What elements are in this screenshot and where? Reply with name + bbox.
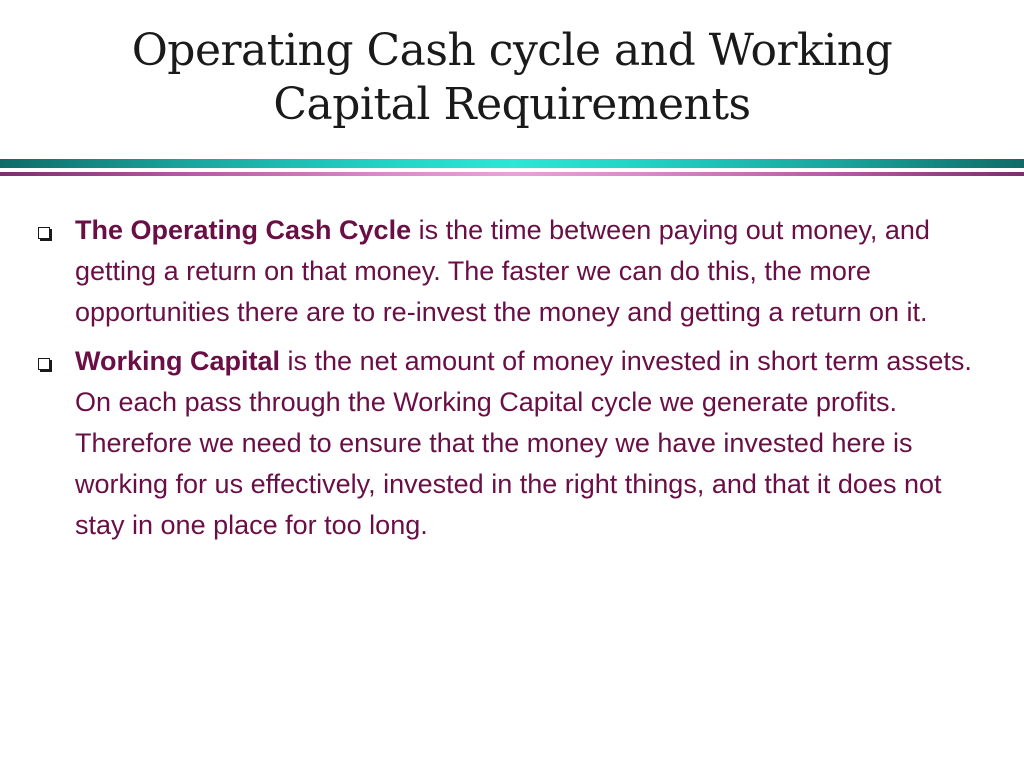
title-divider-pink xyxy=(0,172,1024,176)
bullet-term: The Operating Cash Cycle xyxy=(75,215,412,245)
title-divider-teal xyxy=(0,159,1024,168)
slide-title xyxy=(40,24,984,132)
slide-title-line-2: Capital Requirements xyxy=(273,79,751,130)
bullet-term: Working Capital xyxy=(75,346,281,376)
hollow-square-bullet-icon xyxy=(38,358,50,370)
bullet-list xyxy=(36,210,986,554)
bullet-text: is the time between paying out money, and getting a return on that money. The faster we can do this, the more opportunities there are to re-invest the money and getting a return on it. xyxy=(75,215,930,327)
hollow-square-bullet-icon xyxy=(38,227,50,239)
slide-title-line-1: Operating Cash cycle and Working xyxy=(131,25,893,76)
bullet-working-capital xyxy=(36,341,986,546)
bullet-operating-cash-cycle xyxy=(36,210,986,333)
bullet-text: is the net amount of money invested in short term assets. On each pass through the Working Capital cycle we generate profits. Therefore we need to ensure that the money we have invested here is working for us effectively, invested in the right things, and that it does not stay in one place for too long. xyxy=(75,346,972,540)
